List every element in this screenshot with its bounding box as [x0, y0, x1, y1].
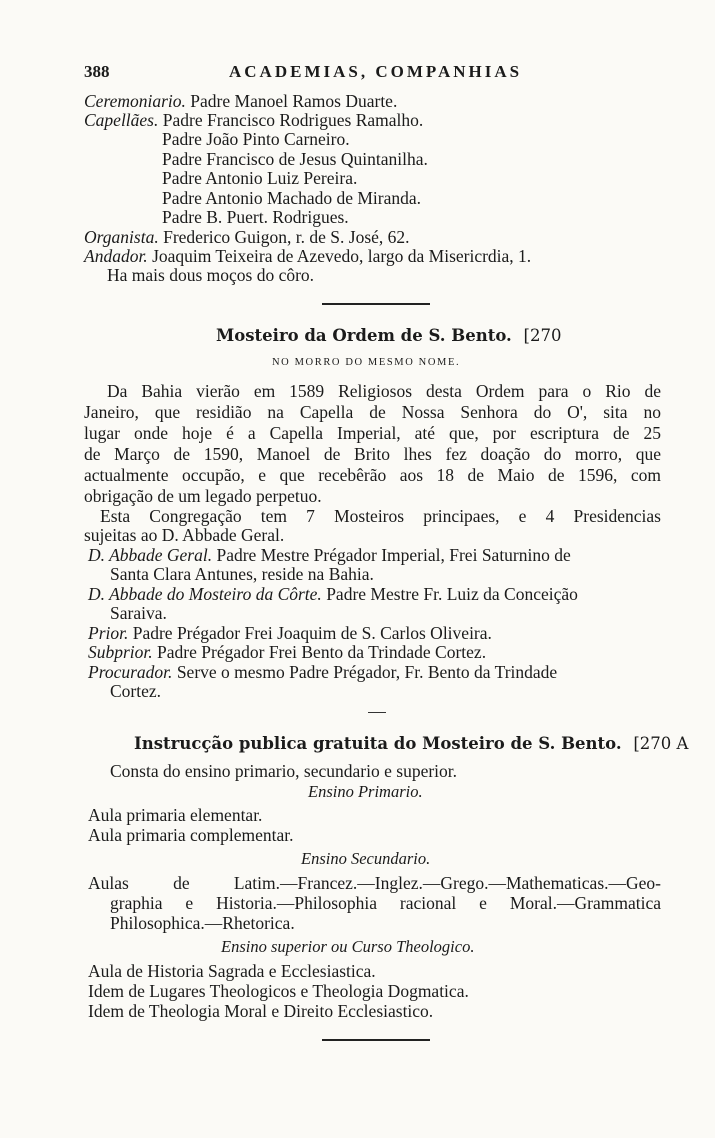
officer-text: Padre Prégador Frei Bento da Trindade Cortez.: [152, 642, 487, 662]
list-item: graphia e Historia.—Philosophia racional e Moral.—Grammatica: [110, 893, 661, 913]
list-item: Aula primaria elementar.: [88, 805, 263, 825]
paragraph-line: sujeitas ao D. Abbade Geral.: [84, 525, 285, 545]
list-item: Idem de Theologia Moral e Direito Ecclesiastico.: [88, 1001, 434, 1021]
officer-continuation: Santa Clara Antunes, reside na Bahia.: [110, 564, 374, 584]
entry-capellao: Padre Francisco de Jesus Quintanilha.: [162, 149, 428, 169]
officer-label: D. Abbade Geral.: [88, 545, 213, 565]
section-divider: [322, 303, 430, 305]
section-intro: Consta do ensino primario, secundario e superior.: [110, 761, 458, 781]
short-divider: [368, 712, 386, 713]
officer-text: Padre Mestre Prégador Imperial, Frei Saturnino de: [212, 545, 571, 565]
section-number: [270: [523, 326, 562, 345]
section-title-text: Instrucção publica gratuita do Mosteiro de S. Bento.: [134, 734, 622, 753]
officer-text: Padre Prégador Frei Joaquim de S. Carlos Oliveira.: [128, 623, 492, 643]
section-title-text: Mosteiro da Ordem de S. Bento.: [216, 326, 512, 345]
entry-capellao: Padre B. Puert. Rodrigues.: [162, 207, 349, 227]
list-item: Philosophica.—Rhetorica.: [110, 913, 295, 933]
section-divider: [322, 1039, 430, 1041]
entry-capellao: Padre João Pinto Carneiro.: [162, 129, 350, 149]
entry-text: Frederico Guigon, r. de S. José, 62.: [158, 227, 410, 247]
section-number: [270 A: [633, 734, 689, 753]
entry-label: Capellães.: [84, 110, 159, 130]
running-header: ACADEMIAS, COMPANHIAS: [229, 62, 523, 81]
section-subtitle: NO MORRO DO MESMO NOME.: [272, 357, 461, 368]
subsection-title: Ensino superior ou Curso Theologico.: [221, 937, 475, 956]
entry-label: Organista.: [84, 227, 159, 247]
entry-capellao: Padre Antonio Machado de Miranda.: [162, 188, 422, 208]
entry-capellao: Padre Antonio Luiz Pereira.: [162, 168, 358, 188]
paragraph-line: Esta Congregação tem 7 Mosteiros principaes, e 4 Presidencias: [100, 506, 661, 526]
subsection-title: Ensino Secundario.: [301, 849, 431, 868]
list-item: Idem de Lugares Theologicos e Theologia Dogmatica.: [88, 981, 469, 1001]
entry-note: Ha mais dous moços do côro.: [107, 265, 315, 285]
list-item: Aula de Historia Sagrada e Ecclesiastica.: [88, 961, 376, 981]
paragraph-line: de Março de 1590, Manoel de Brito lhes fez doação do morro, que: [84, 444, 661, 464]
paragraph-line: actualmente occupão, e que recebêrão aos 18 de Maio de 1596, com: [84, 465, 661, 485]
page-number: 388: [84, 62, 110, 81]
paragraph-line: Da Bahia vierão em 1589 Religiosos desta Ordem para o Rio de: [107, 381, 661, 401]
entry-text: Padre Manoel Ramos Duarte.: [185, 91, 398, 111]
list-item: Aulas de Latim.—Francez.—Inglez.—Grego.—Mathematicas.—Geo-: [88, 873, 661, 893]
paragraph-line: lugar onde hoje é a Capella Imperial, até que, por escriptura de 25: [84, 423, 661, 443]
subsection-title: Ensino Primario.: [308, 782, 423, 801]
entry-label: Ceremoniario.: [84, 91, 186, 111]
officer-label: D. Abbade do Mosteiro da Côrte.: [88, 584, 322, 604]
officer-label: Prior.: [88, 623, 129, 643]
officer-label: Subprior.: [88, 642, 153, 662]
officer-continuation: Cortez.: [110, 681, 162, 701]
section-title: [216, 326, 561, 345]
entry-label: Andador.: [84, 246, 148, 266]
section-title: [134, 734, 688, 753]
paragraph-line: obrigação de um legado perpetuo.: [84, 486, 322, 506]
list-item: Aula primaria complementar.: [88, 825, 294, 845]
officer-text: Padre Mestre Fr. Luiz da Conceição: [321, 584, 578, 604]
officer-text: Serve o mesmo Padre Prégador, Fr. Bento da Trindade: [172, 662, 558, 682]
entry-text: Padre Francisco Rodrigues Ramalho.: [158, 110, 424, 130]
officer-subprior: [88, 641, 486, 663]
officer-label: Procurador.: [88, 662, 173, 682]
entry-text: Joaquim Teixeira de Azevedo, largo da Misericrdia, 1.: [147, 246, 532, 266]
paragraph-line: Janeiro, que residião na Capella de Nossa Senhora do O', sita no: [84, 402, 661, 422]
officer-continuation: Saraiva.: [110, 603, 167, 623]
